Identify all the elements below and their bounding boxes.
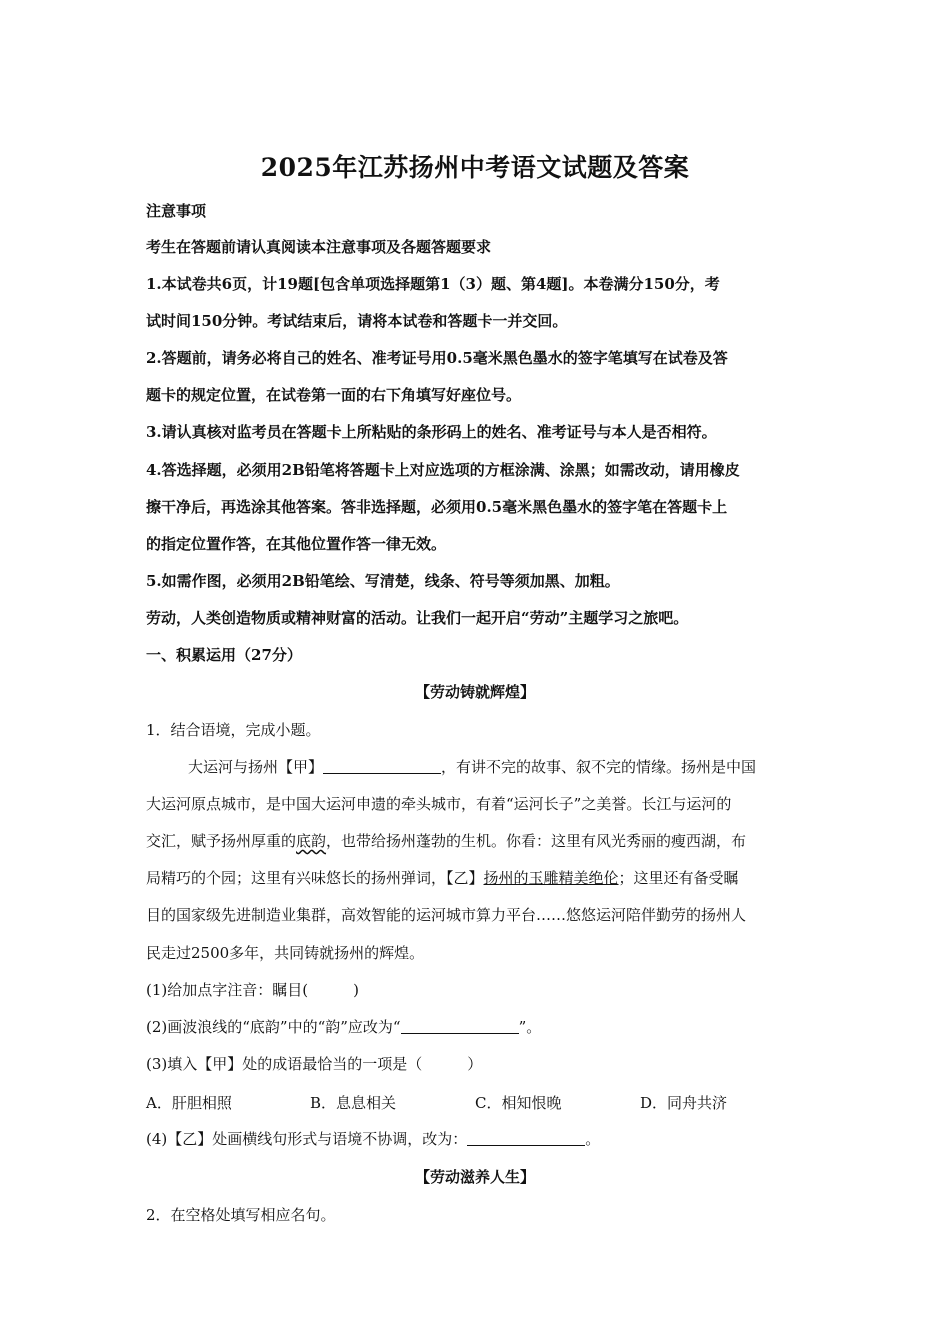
answer-blank (467, 1130, 585, 1146)
passage-text: ；这里还有备受瞩 (618, 869, 739, 887)
notice-line: 2.答题前，请务必将自己的姓名、准考证号用0.5毫米黑色墨水的签字笔填写在试卷及答 (146, 349, 728, 367)
notice-line: 5.如需作图，必须用2B铅笔绘、写清楚，线条、符号等须加黑、加粗。 (146, 572, 620, 590)
passage-line (188, 757, 858, 777)
option-d: D．同舟共济 (640, 1094, 728, 1112)
answer-blank (401, 1018, 519, 1034)
underlined-sentence: 扬州的玉雕精美绝伦 (483, 869, 619, 887)
wavy-underlined-word: 底韵 (296, 832, 327, 850)
section-heading: 一、积累运用（27分） (146, 646, 302, 664)
question-1-intro: 1．结合语境，完成小题。 (146, 721, 321, 739)
question-1-1: (1)给加点字注音：瞩目( ) (146, 981, 359, 999)
notice-line: 试时间150分钟。考试结束后，请将本试卷和答题卡一并交回。 (146, 312, 568, 330)
page-title: 2025年江苏扬州中考语文试题及答案 (260, 153, 690, 182)
passage-text: ，也带给扬州蓬勃的生机。你看：这里有风光秀丽的瘦西湖，布 (326, 832, 747, 850)
notice-line: 题卡的规定位置，在试卷第一面的右下角填写好座位号。 (146, 386, 522, 404)
passage-text: 局精巧的个园；这里有兴味悠长的扬州弹词，【乙】 (146, 869, 484, 887)
passage-text: 大运河与扬州【甲】 (188, 758, 324, 776)
question-2: 2．在空格处填写相应名句。 (146, 1206, 336, 1224)
notice-heading: 注意事项 (146, 202, 207, 220)
passage-line (146, 868, 816, 888)
passage-text: ，有讲不完的故事、叙不完的情缘。扬州是中国 (441, 758, 757, 776)
passage-text: 交汇，赋予扬州厚重的 (146, 832, 297, 850)
theme-heading: 【劳动滋养人生】 (414, 1168, 535, 1186)
theme-heading: 【劳动铸就辉煌】 (414, 683, 535, 701)
question-1-2 (146, 1017, 816, 1037)
notice-subheading: 考生在答题前请认真阅读本注意事项及各题答题要求 (146, 238, 492, 256)
notice-line: 4.答选择题，必须用2B铅笔将答题卡上对应选项的方框涂满、涂黑；如需改动，请用橡皮 (146, 461, 740, 479)
option-c: C．相知恨晚 (475, 1094, 562, 1112)
question-text: ”。 (518, 1018, 542, 1036)
question-1-3: (3)填入【甲】处的成语最恰当的一项是（ ） (146, 1055, 483, 1073)
passage-line: 民走过2500多年，共同铸就扬州的辉煌。 (146, 944, 425, 962)
notice-line: 1.本试卷共6页，计19题[包含单项选择题第1（3）题、第4题]。本卷满分150分，考 (146, 275, 720, 293)
passage-line: 大运河原点城市，是中国大运河申遗的牵头城市，有着“运河长子”之美誉。长江与运河的 (146, 795, 732, 813)
option-a: A．肝胆相照 (146, 1094, 232, 1112)
intro-line: 劳动，人类创造物质或精神财富的活动。让我们一起开启“劳动”主题学习之旅吧。 (146, 609, 689, 627)
notice-line: 擦干净后，再选涂其他答案。答非选择题，必须用0.5毫米黑色墨水的签字笔在答题卡上 (146, 498, 728, 516)
question-text: (2)画波浪线的“底韵”中的“韵”应改为“ (146, 1018, 401, 1036)
blank-jia (323, 758, 441, 774)
notice-line: 3.请认真核对监考员在答题卡上所粘贴的条形码上的姓名、准考证号与本人是否相符。 (146, 423, 717, 441)
question-1-4 (146, 1129, 816, 1149)
passage-line: 目的国家级先进制造业集群，高效智能的运河城市算力平台……悠悠运河陪伴勤劳的扬州人 (146, 906, 747, 924)
notice-line: 的指定位置作答，在其他位置作答一律无效。 (146, 535, 447, 553)
passage-line (146, 831, 816, 851)
option-b: B．息息相关 (310, 1094, 397, 1112)
question-text: 。 (585, 1130, 601, 1148)
question-text: (4)【乙】处画横线句形式与语境不协调，改为： (146, 1130, 468, 1148)
